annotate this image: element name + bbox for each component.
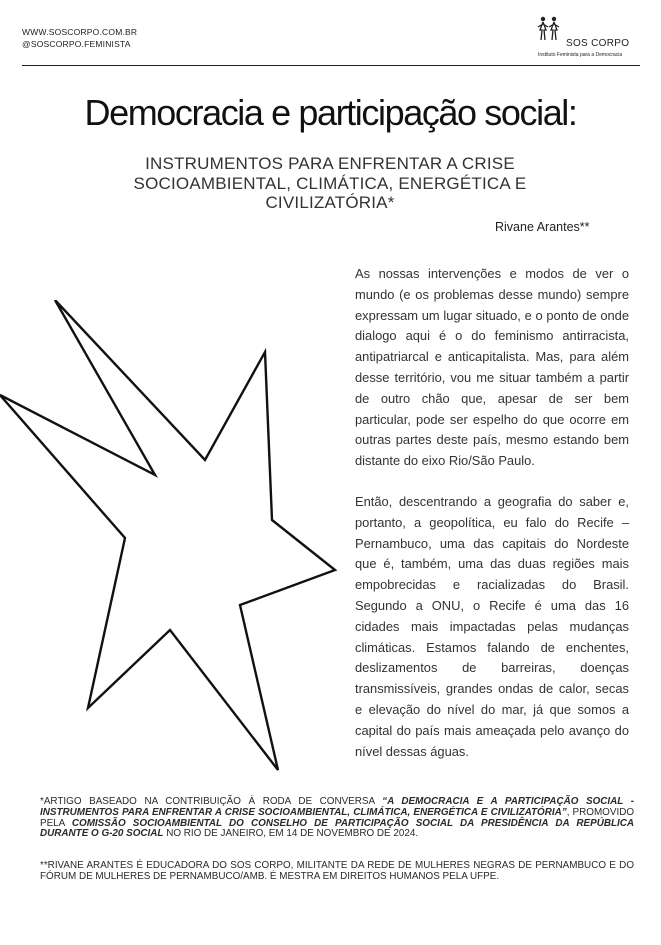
starburst-graphic <box>0 300 345 780</box>
figures-icon <box>536 16 562 42</box>
body-paragraph: Então, descentrando a geografia do saber e, portanto, a geopolítica, eu falo do Recife – Pernambuco, uma das capitais do Nordeste que é, também, uma das duas regiões mais empobrecidas e racializadas do Brasil. Segundo a ONU, o Recife é uma das 16 cidades mais impactadas pelas mudanças climáticas. Estamos falando de enchentes, deslizamentos de barreiras, doenças transmissíveis, grandes ondas de calor, secas e elevação do nível do mar, já que somos a capital do país mais ameaçada pelo avanço do nível dessas águas. <box>355 493 629 759</box>
logo-name: SOS CORPO <box>566 38 630 49</box>
footnote-text: NO RIO DE JANEIRO, EM 14 DE NOVEMBRO DE 2024. <box>163 828 419 840</box>
author: Rivane Arantes** <box>495 220 590 234</box>
event-title: “A DEMOCRACIA E A PARTICIPAÇÃO SOCIAL - INSTRUMENTOS PARA ENFRENTAR A CRISE SOCIOAMBIENTAL, CLIMÁTICA, ENERGÉTICA E CIVILIZATÓRIA” <box>40 796 634 818</box>
article-body <box>355 264 629 782</box>
footnote-text: , PROMOVIDO PELA <box>40 806 635 829</box>
website-url[interactable]: WWW.SOSCORPO.COM.BR <box>22 27 138 37</box>
subtitle: INSTRUMENTOS PARA ENFRENTAR A CRISE SOCIOAMBIENTAL, CLIMÁTICA, ENERGÉTICA E CIVILIZATÓRIA* <box>133 154 527 212</box>
page-title: Democracia e participação social: <box>84 92 577 133</box>
footnote-2: **RIVANE ARANTES É EDUCADORA DO SOS CORPO, MILITANTE DA REDE DE MULHERES NEGRAS DE PERNAMBUCO E DO FÓRUM DE MULHERES DE PERNAMBUCO/AMB. É MESTRA EM DIREITOS HUMANOS PELA UFPE. <box>40 860 634 882</box>
site-info <box>22 26 137 50</box>
organizer-name: COMISSÃO SOCIOAMBIENTAL DO CONSELHO DE PARTICIPAÇÃO SOCIAL DA PRESIDÊNCIA DA REPÚBLICA DURANTE O G-20 SOCIAL <box>40 817 634 840</box>
logo-tagline: Instituto Feminista para a Democracia <box>538 52 623 58</box>
social-handle[interactable]: @SOSCORPO.FEMINISTA <box>22 39 131 49</box>
logo <box>528 16 638 60</box>
footnote-text: *ARTIGO BASEADO NA CONTRIBUIÇÃO À RODA DE CONVERSA <box>40 796 383 807</box>
footnote-1 <box>40 797 634 840</box>
header-divider <box>22 65 640 66</box>
body-paragraph: As nossas intervenções e modos de ver o mundo (e os problemas desse mundo) sempre expressam um lugar situado, e o ponto de onde dialogo aqui é o do feminismo antirracista, antipatriarcal e anticapitalista. Mas, para além desse território, vou me situar também a partir de outro chão que, apesar de ser bem particular, pode ser espelho do que ocorre em outras partes deste país, mesmo estando bem distante do eixo Rio/São Paulo. <box>355 266 629 469</box>
